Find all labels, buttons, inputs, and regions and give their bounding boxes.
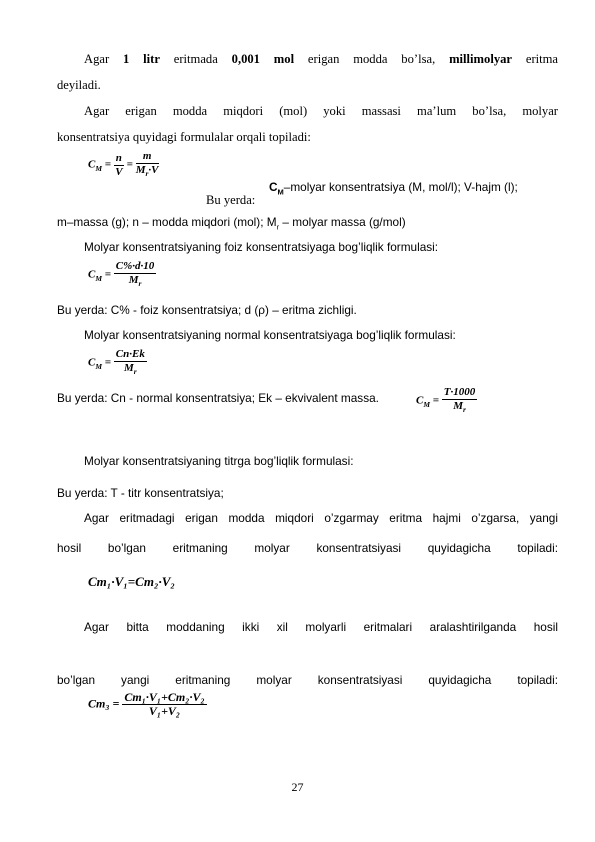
text-line: Molyar konsentratsiyaning normal konsentratsiyaga bog’liqlik formulasi: xyxy=(84,328,456,342)
formula-molarity-normal: $C_M$ = $\frac{Cn\cdot Ek}{M_r}$ xyxy=(88,348,145,377)
paragraph-line: hosil bo’lgan eritmaning molyar konsentratsiyasi quyidagicha topiladi: xyxy=(57,541,558,555)
paragraph-line: Agar erigan modda miqdori (mol) yoki massasi ma’lum bo’lsa, molyar xyxy=(84,104,558,118)
text: erigan modda bo’lsa, xyxy=(307,52,436,66)
text-line: Bu yerda: T - titr konsentratsiya; xyxy=(57,486,224,500)
text-line: konsentratsiya quyidagi formulalar orqali topiladi: xyxy=(57,130,311,144)
paragraph-line: bo’lgan yangi eritmaning molyar konsentratsiyasi quyidagicha topiladi: xyxy=(57,673,558,687)
formula-mixing: Cm₃ = $\frac{\text{Cm₁·V₁+Cm₂·V₂}}{\text{V₁+V₂}}$ xyxy=(88,690,205,718)
bold-term: millimolyar xyxy=(449,52,513,66)
formula-molarity-basic: $C_M$ = $\frac{n}{V}$ = $\frac{m}{M_r\cdot V}$ xyxy=(88,150,159,179)
page-number: 27 xyxy=(291,780,304,794)
formula-molarity-percent: $C_M$ = $\frac{C\%\cdot d\cdot 10}{M_r}$ xyxy=(88,260,155,289)
paragraph-definition xyxy=(84,52,558,67)
text: Agar xyxy=(84,52,110,66)
text-line: Bu yerda: C% - foiz konsentratsiya; d (ρ) – eritma zichligi. xyxy=(57,303,357,317)
text-line: deyiladi. xyxy=(57,78,101,92)
definition-cm: $C_M$–molyar konsentratsiya (M, mol/l); V-hajm (l); xyxy=(269,180,518,197)
bold-term: 1 litr xyxy=(123,52,160,66)
paragraph-line: Agar bitta moddaning ikki xil molyarli eritmalari aralashtirilganda hosil xyxy=(84,620,558,634)
formula-molarity-titer: $C_M$ = $\frac{T\cdot 1000}{M_r}$ xyxy=(416,386,476,415)
text: eritmada xyxy=(173,52,218,66)
text-line: Bu yerda: Cn - normal konsentratsiya; Ek – ekvivalent massa. xyxy=(57,391,379,405)
bold-term: 0,001 mol xyxy=(231,52,295,66)
formula-dilution: Cm₁·V₁=Cm₂·V₂ xyxy=(88,574,175,589)
paragraph-line: Agar eritmadagi erigan modda miqdori o’zgarmay eritma hajmi o’zgarsa, yangi xyxy=(84,511,558,525)
text: eritma xyxy=(525,52,559,66)
text-line: Molyar konsentratsiyaning titrga bog’liqlik formulasi: xyxy=(84,454,354,468)
definition-line: m–massa (g); n – modda miqdori (mol); $M_r$ – molyar massa (g/mol) xyxy=(57,215,406,232)
text-line: Molyar konsentratsiyaning foiz konsentratsiyaga bog’liqlik formulasi: xyxy=(84,240,439,254)
text-label: Bu yerda: xyxy=(206,193,256,207)
